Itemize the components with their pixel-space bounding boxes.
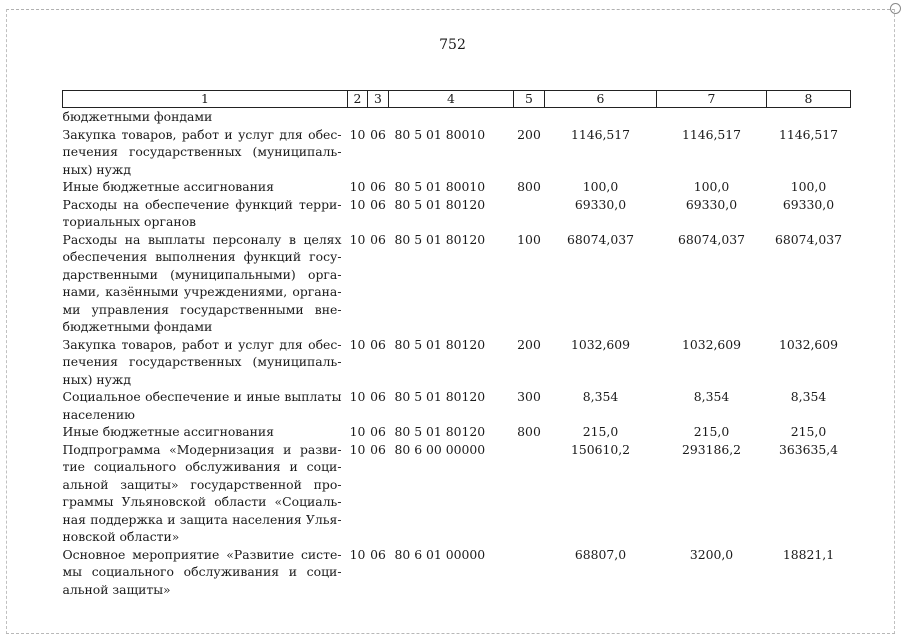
row-cell-col4: 80 5 01 80010 — [394, 126, 486, 142]
column-header-6: 6 — [545, 91, 657, 108]
row-cell-col8: 8,354 — [790, 389, 827, 404]
row-cell-col7: 69330,0 — [685, 196, 738, 212]
row-cell-col7: 293186,2 — [681, 441, 742, 457]
row-cell-col4: 80 5 01 80120 — [394, 196, 486, 212]
row-cell-col3: 06 — [370, 196, 386, 212]
table-row — [63, 108, 851, 126]
row-cell-col8: 69330,0 — [782, 196, 835, 212]
row-cell-col4: 80 6 00 00000 — [394, 441, 486, 457]
row-description: бюджетными фондами — [62, 109, 213, 124]
row-cell-col7: 1146,517 — [681, 126, 742, 142]
row-description: Основное мероприятие «Развитие системы социального обслуживания и социальной защиты» — [62, 546, 342, 597]
row-cell-col6: 150610,2 — [570, 441, 631, 457]
row-cell-col5: 300 — [517, 389, 541, 404]
row-description: Закупка товаров, работ и услуг для обеспечения государственных (муниципальных) нужд — [62, 126, 342, 177]
row-cell-col5: 800 — [517, 179, 541, 194]
row-cell-col4: 80 5 01 80120 — [394, 231, 486, 247]
row-cell-col8: 100,0 — [790, 179, 827, 194]
column-header-8: 8 — [767, 91, 851, 108]
row-cell-col5: 200 — [517, 126, 541, 142]
row-cell-col4: 80 5 01 80120 — [394, 336, 486, 352]
row-cell-col2: 10 — [349, 336, 366, 352]
row-cell-col7: 1032,609 — [681, 336, 742, 352]
row-description: Расходы на выплаты персоналу в целях обеспечения выполнения функций государственными (муниципальными) органами, казёнными учреждениями, органами управления государственными внебюджетными фондами — [62, 231, 342, 334]
row-cell-col3: 06 — [370, 546, 386, 562]
row-cell-col6: 68074,037 — [566, 231, 634, 247]
row-cell-col6: 1032,609 — [570, 336, 631, 352]
table-row — [63, 231, 851, 336]
row-cell-col7: 68074,037 — [677, 231, 745, 247]
row-cell-col6: 100,0 — [582, 179, 619, 194]
row-cell-col3: 06 — [370, 126, 386, 142]
scan-border-bottom — [6, 633, 895, 634]
table-row — [63, 441, 851, 546]
row-cell-col4: 80 6 01 00000 — [394, 546, 486, 562]
row-cell-col5: 200 — [517, 336, 541, 352]
row-cell-col2 — [348, 108, 368, 126]
scan-border-right — [894, 9, 895, 634]
table-row — [63, 423, 851, 441]
row-cell-col3: 06 — [370, 389, 386, 404]
row-cell-col8: 215,0 — [790, 424, 827, 439]
page-number: 752 — [439, 37, 466, 53]
table-row — [63, 196, 851, 231]
row-cell-col7: 100,0 — [693, 179, 730, 194]
table-row — [63, 546, 851, 599]
scan-border-left — [6, 9, 7, 634]
column-header-1: 1 — [63, 91, 348, 108]
row-cell-col8 — [767, 108, 851, 126]
row-description: Социальное обеспечение и иные выплаты населению — [62, 389, 342, 422]
row-cell-col4: 80 5 01 80010 — [394, 179, 486, 194]
row-cell-col2: 10 — [349, 126, 366, 142]
row-cell-col5 — [514, 546, 545, 599]
row-cell-col5 — [514, 196, 545, 231]
row-cell-col7 — [657, 108, 767, 126]
row-cell-col2: 10 — [349, 441, 366, 457]
row-description: Подпрограмма «Модернизация и развитие социального обслуживания и социальной защиты» государственной программы Ульяновской области «Социальная поддержка и защита населения Ульяновской области» — [62, 441, 342, 544]
row-cell-col5 — [514, 441, 545, 546]
table-row — [63, 336, 851, 389]
row-description: Иные бюджетные ассигнования — [62, 424, 274, 439]
row-cell-col6: 1146,517 — [570, 126, 631, 142]
row-cell-col7: 8,354 — [693, 389, 730, 404]
row-cell-col8: 18821,1 — [782, 546, 835, 562]
table-row — [63, 178, 851, 196]
row-cell-col3 — [368, 108, 389, 126]
row-cell-col3: 06 — [370, 424, 386, 439]
scan-corner-mark — [890, 3, 901, 14]
row-cell-col3: 06 — [370, 336, 386, 352]
row-cell-col3: 06 — [370, 179, 386, 194]
row-cell-col5 — [514, 108, 545, 126]
row-cell-col8: 1032,609 — [778, 336, 839, 352]
row-cell-col6: 69330,0 — [574, 196, 627, 212]
row-cell-col2: 10 — [349, 546, 366, 562]
row-cell-col4 — [389, 108, 514, 126]
row-cell-col2: 10 — [349, 179, 366, 194]
row-cell-col8: 68074,037 — [774, 231, 842, 247]
row-cell-col7: 215,0 — [693, 424, 730, 439]
row-cell-col2: 10 — [349, 389, 366, 404]
row-cell-col3: 06 — [370, 231, 386, 247]
row-cell-col4: 80 5 01 80120 — [394, 389, 486, 404]
budget-table — [62, 90, 851, 598]
column-header-2: 2 — [348, 91, 368, 108]
row-description: Расходы на обеспечение функций территориальных органов — [62, 196, 342, 229]
row-cell-col2: 10 — [349, 196, 366, 212]
row-cell-col8: 1146,517 — [778, 126, 839, 142]
scan-border-top — [6, 9, 895, 10]
row-cell-col6 — [545, 108, 657, 126]
row-cell-col7: 3200,0 — [689, 546, 734, 562]
row-cell-col3: 06 — [370, 441, 386, 457]
header-row — [63, 91, 851, 108]
row-cell-col6: 68807,0 — [574, 546, 627, 562]
row-cell-col2: 10 — [349, 231, 366, 247]
table-row — [63, 388, 851, 423]
column-header-7: 7 — [657, 91, 767, 108]
column-header-5: 5 — [514, 91, 545, 108]
row-description: Закупка товаров, работ и услуг для обеспечения государственных (муниципальных) нужд — [62, 336, 342, 387]
row-description: Иные бюджетные ассигнования — [62, 179, 274, 194]
row-cell-col4: 80 5 01 80120 — [394, 424, 486, 439]
table-row — [63, 126, 851, 179]
row-cell-col5: 100 — [517, 231, 541, 247]
column-header-4: 4 — [389, 91, 514, 108]
row-cell-col6: 215,0 — [582, 424, 619, 439]
column-header-3: 3 — [368, 91, 389, 108]
row-cell-col5: 800 — [517, 424, 541, 439]
row-cell-col8: 363635,4 — [778, 441, 839, 457]
row-cell-col2: 10 — [349, 424, 366, 439]
row-cell-col6: 8,354 — [582, 389, 619, 404]
